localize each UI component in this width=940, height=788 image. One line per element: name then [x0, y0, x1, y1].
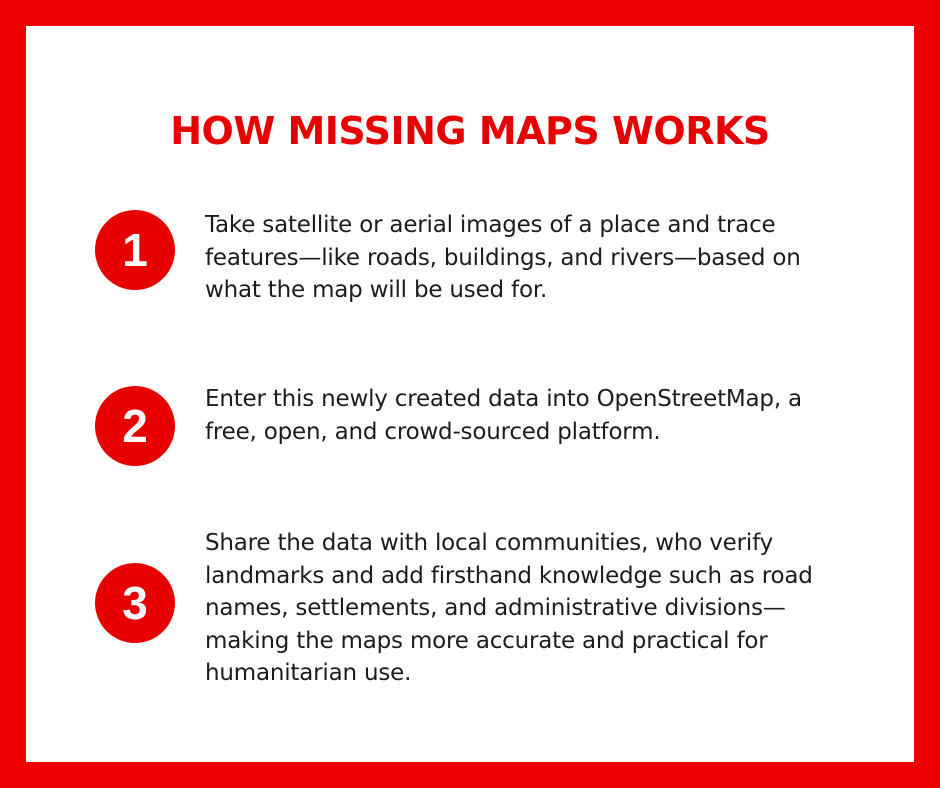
step-description: Take satellite or aerial images of a place and trace features—like roads, buildings, and rivers—based on what the map will be used for. — [205, 212, 801, 303]
page-title: HOW MISSING MAPS WORKS — [170, 109, 770, 153]
step-number-badge: 1 — [95, 210, 175, 290]
step-description: Share the data with local communities, who verify landmarks and add firsthand knowledge such as road names, settlements, and administrative divisions—making the maps more accurate and practical for humanitarian use. — [205, 530, 813, 686]
step-number-badge: 2 — [95, 386, 175, 466]
step-description: Enter this newly created data into OpenStreetMap, a free, open, and crowd-sourced platform. — [205, 386, 802, 445]
step-number-badge: 3 — [95, 563, 175, 643]
